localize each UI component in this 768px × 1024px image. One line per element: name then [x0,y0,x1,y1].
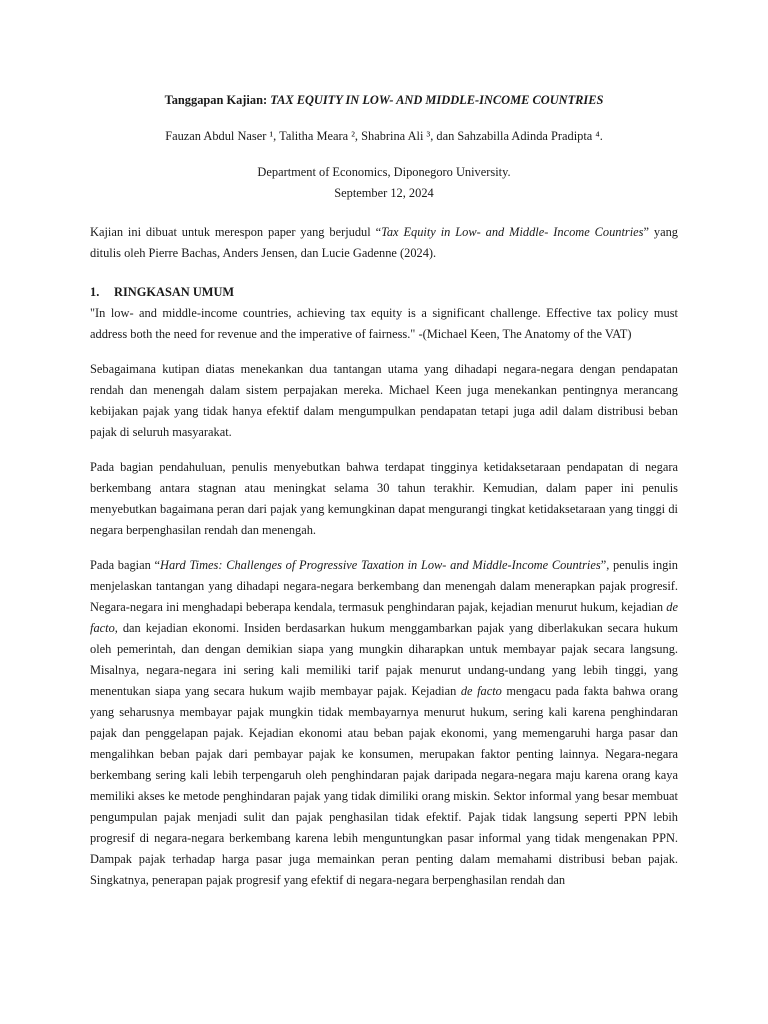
para3-text-3: , dan kejadian ekonomi. Insiden berdasarkan hukum menggambarkan pajak yang diberlakukan secara hukum oleh pemerintah, dan dengan demikian siapa yang mungkin diharapkan untuk membayar pajak secara langsung. Misalnya, negara-negara ini sering kali memiliki tarif pajak menurut undang-undang yang lebih tinggi, yang menentukan siapa yang secara hukum wajib membayar pajak. Kejadian [90,621,678,698]
body-paragraph-3 [90,555,678,891]
title-italic: TAX EQUITY IN LOW- AND MIDDLE-INCOME COUNTRIES [270,93,604,107]
body-paragraph-1: Sebagaimana kutipan diatas menekankan dua tantangan utama yang dihadapi negara-negara dengan pendapatan rendah dan menengah dalam sistem perpajakan mereka. Michael Keen juga menekankan pentingnya merancang kebijakan pajak yang tidak hanya efektif dalam mengumpulkan pendapatan tetapi juga adil dalam distribusi beban pajak di seluruh masyarakat. [90,362,678,439]
para3-de-facto-2: de facto [460,684,502,698]
section-heading [90,282,678,303]
affiliation: Department of Economics, Diponegoro University. [257,165,511,179]
document-title [90,90,678,111]
document-page [90,90,678,891]
section-number: 1. [90,285,100,299]
intro-paragraph [90,222,678,264]
intro-paper-title: Tax Equity in Low- and Middle- Income Countries [381,225,644,239]
title-prefix: Tanggapan Kajian: [164,93,271,107]
section-title: RINGKASAN UMUM [114,285,235,299]
intro-text-before: Kajian ini dibuat untuk merespon paper yang berjudul “ [90,225,382,239]
intro-text-after: ” yang ditulis oleh Pierre Bachas, Anders Jensen, dan Lucie Gadenne (2024). [90,225,678,260]
para3-text-1: Pada bagian “ [90,558,161,572]
para3-de-facto-1: de facto [90,600,678,635]
para3-text-4: mengacu pada fakta bahwa orang yang seharusnya membayar pajak mungkin tidak membayarnya menurut hukum, sering kali karena penghindaran pajak dan penggelapan pajak. Kejadian ekonomi atau beban pajak ekonomi, yang memengaruhi harga pasar dan mengalihkan beban pajak dari pembayar pajak ke konsumen, merupakan faktor penting lainnya. Negara-negara berkembang sering kali lebih terpengaruh oleh penghindaran pajak daripada negara-negara maju karena orang kaya memiliki akses ke metode penghindaran pajak yang tidak dimiliki orang miskin. Sektor informal yang besar membuat pengumpulan pajak menjadi sulit dan pajak penghasilan tidak efektif. Pajak tidak langsung seperti PPN lebih progresif di negara-negara berkembang karena lebih menguntungkan pasar informal yang tidak mengenakan PPN. Dampak pajak terhadap harga pasar juga memainkan peran penting dalam memahami distribusi beban pajak. Singkatnya, penerapan pajak progresif yang efektif di negara-negara berpenghasilan rendah dan [90,684,678,887]
body-paragraph-2: Pada bagian pendahuluan, penulis menyebutkan bahwa terdapat tingginya ketidaksetaraan pendapatan di negara berkembang antara stagnan atau meningkat selama 30 tahun terakhir. Kemudian, dalam paper ini penulis menyebutkan bagaimana peran dari pajak yang kemungkinan dapat mengurangi tingkat ketidaksetaraan yang tinggi di negara berpenghasilan rendah dan menengah. [90,460,678,537]
quote-paragraph: "In low- and middle-income countries, achieving tax equity is a significant challenge. Effective tax policy must address both the need for revenue and the imperative of fairness." -(Michael Keen, The Anatomy of the VAT) [90,306,678,341]
authors-line: Fauzan Abdul Naser ¹, Talitha Meara ², Shabrina Ali ³, dan Sahzabilla Adinda Pradipta ⁴. [165,129,603,143]
para3-section-title: Hard Times: Challenges of Progressive Taxation in Low- and Middle-Income Countries [160,558,601,572]
para3-text-2: ”, penulis ingin menjelaskan tantangan yang dihadapi negara-negara berkembang dan menengah dalam menerapkan pajak progresif. Negara-negara ini menghadapi beberapa kendala, termasuk penghindaran pajak, kejadian menurut hukum, kejadian [90,558,678,614]
document-date: September 12, 2024 [334,186,434,200]
